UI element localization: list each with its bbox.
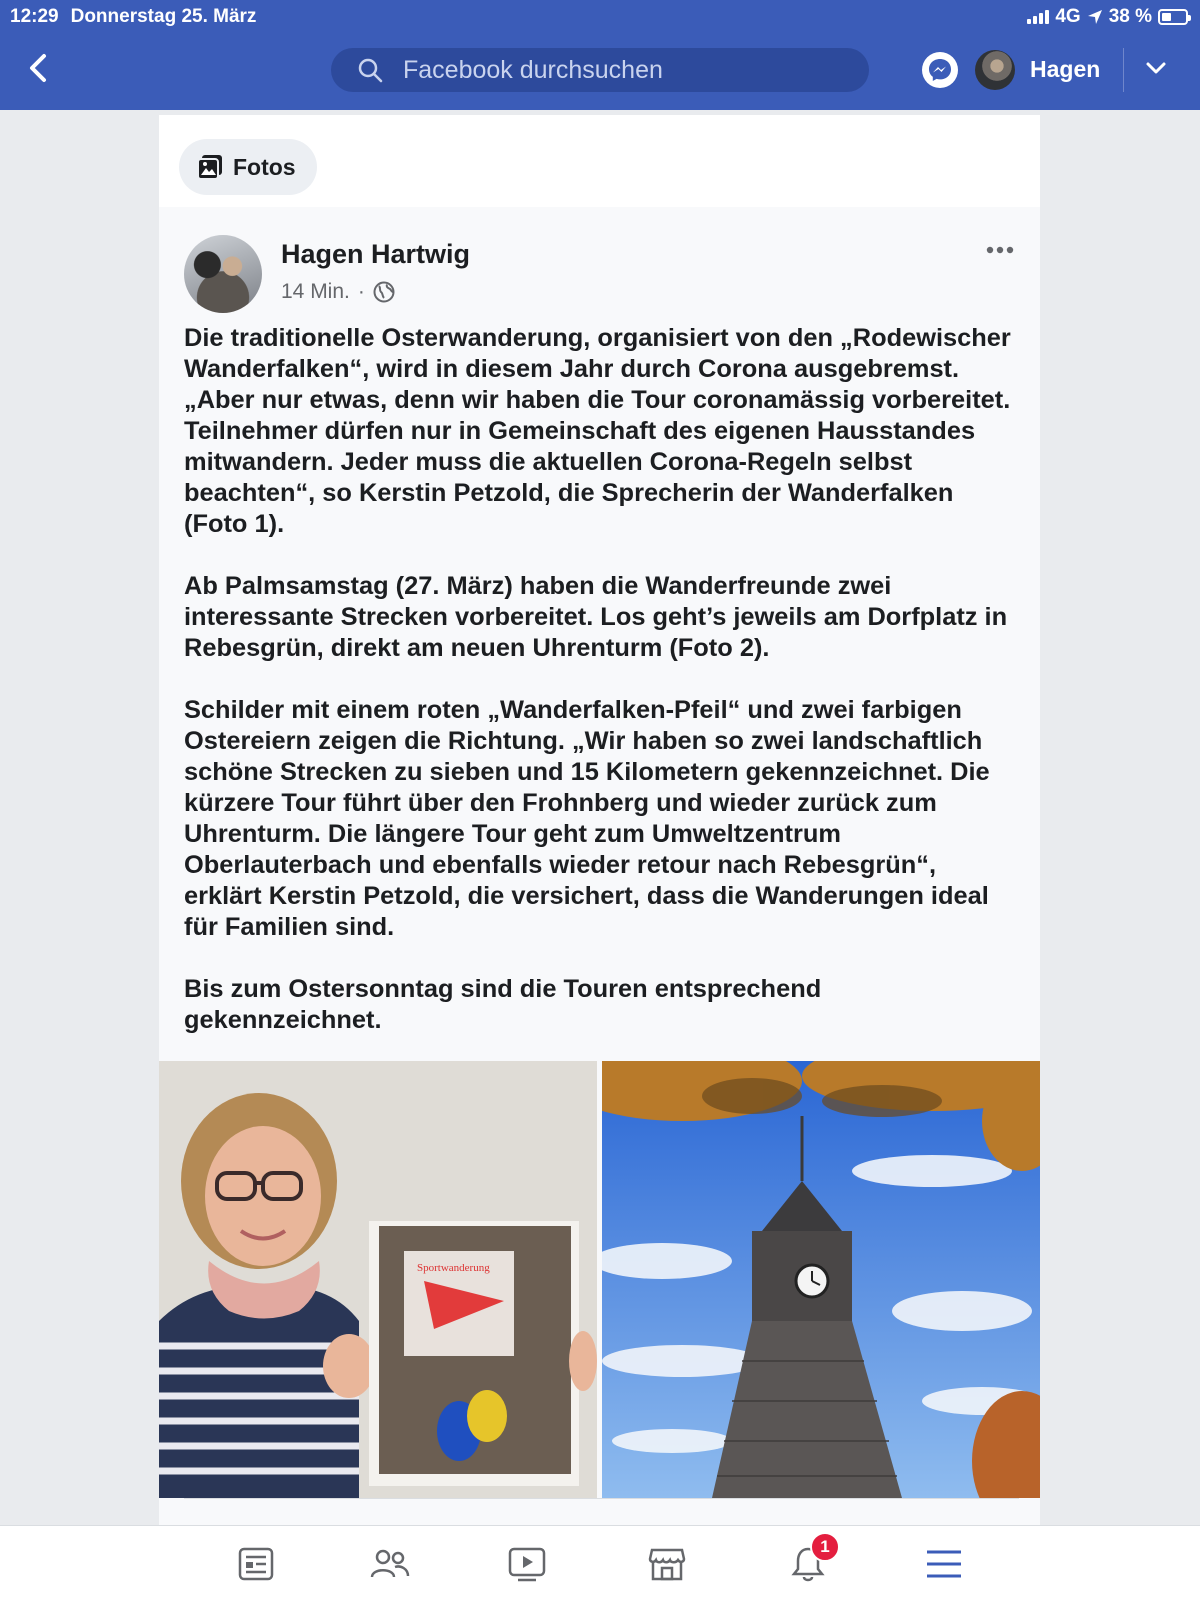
notification-badge: 1: [810, 1532, 840, 1562]
more-options-icon[interactable]: [986, 245, 1014, 255]
photo-clock-tower[interactable]: [602, 1061, 1040, 1498]
post-paragraph: Schilder mit einem roten „Wanderfalken-Pfeil“ und zwei farbigen Ostereiern zeigen die Richtung. „Wir haben so zwei landschaftlich schöne Strecken zu sieben und 15 Kilometern gekennzeichnet. Die kürzere Tour führt über den Frohnberg und wieder zurück zum Uhrenturm. Die längere Tour geht zum Umweltzentrum Oberlauterbach und ebenfalls wieder retour nach Rebesgrün“, erklärt Kerstin Petzold, die versichert, dass die Wanderungen ideal für Familien sind.: [184, 696, 990, 941]
photos-icon: [197, 154, 223, 180]
nav-notifications[interactable]: [786, 1537, 830, 1586]
author-avatar[interactable]: [184, 235, 262, 313]
messenger-icon[interactable]: [922, 52, 958, 88]
status-date: Donnerstag 25. März: [70, 6, 257, 27]
post-paragraph: Bis zum Ostersonntag sind die Touren entsprechend gekennzeichnet.: [184, 975, 822, 1034]
post-meta: [281, 280, 395, 304]
header-divider: [1123, 48, 1124, 92]
top-bar: [0, 0, 1200, 110]
chevron-down-icon[interactable]: [1145, 60, 1167, 76]
battery-label: 38 %: [1108, 6, 1152, 27]
fotos-label: Fotos: [233, 153, 296, 180]
bottom-nav: [0, 1525, 1200, 1601]
nav-news-feed[interactable]: [234, 1542, 278, 1586]
search-input[interactable]: [401, 55, 825, 86]
post-divider: [184, 1498, 1019, 1499]
post-photos: [159, 1061, 1040, 1498]
network-label: 4G: [1055, 6, 1081, 27]
post-card: [159, 115, 1040, 1525]
watch-video-icon: [508, 1546, 546, 1582]
search-bar[interactable]: [331, 48, 869, 92]
globe-icon: [373, 281, 395, 303]
signal-icon: [1027, 10, 1049, 24]
profile-avatar[interactable]: [975, 50, 1015, 90]
search-icon: [357, 57, 383, 83]
status-bar-left: [10, 6, 256, 28]
fotos-section: [159, 115, 1040, 205]
meta-separator: ·: [357, 280, 365, 303]
sign-text: Sportwanderung: [417, 1262, 490, 1274]
location-arrow-icon: [1087, 9, 1103, 25]
status-bar-right: [1027, 6, 1188, 28]
fotos-button[interactable]: [179, 139, 317, 195]
marketplace-icon: [648, 1546, 686, 1582]
post-time[interactable]: 14 Min.: [281, 280, 350, 303]
nav-friends[interactable]: [368, 1542, 412, 1586]
nav-marketplace[interactable]: [645, 1542, 689, 1586]
post-paragraph: Die traditionelle Osterwanderung, organisiert von den „Rodewischer Wanderfalken“, wird in diesem Jahr durch Corona ausgebremst. „Aber nur etwas, denn wir haben die Tour coronamässig vorbereitet. Teilnehmer dürfen nur in Gemeinschaft des eigenen Hausstandes mitwandern. Jeder muss die aktuellen Corona-Regeln selbst beachten“, so Kerstin Petzold, die Sprecherin der Wanderfalken (Foto 1).: [184, 324, 1011, 538]
friends-icon: [370, 1547, 410, 1581]
battery-icon: [1158, 9, 1188, 25]
photo-woman-with-sign[interactable]: [159, 1061, 597, 1498]
post-text: [184, 323, 1019, 1067]
news-feed-icon: [238, 1547, 274, 1581]
nav-menu[interactable]: [922, 1542, 966, 1586]
back-icon[interactable]: [24, 50, 52, 86]
author-name[interactable]: Hagen Hartwig: [281, 239, 471, 269]
nav-watch[interactable]: [505, 1542, 549, 1586]
status-time: 12:29: [10, 6, 59, 27]
profile-name[interactable]: Hagen: [1030, 56, 1101, 82]
post-paragraph: Ab Palmsamstag (27. März) haben die Wanderfreunde zwei interessante Strecken vorbereitet. Los geht’s jeweils am Dorfplatz in Rebesgrün, direkt am neuen Uhrenturm (Foto 2).: [184, 572, 1008, 662]
menu-icon: [925, 1548, 963, 1580]
